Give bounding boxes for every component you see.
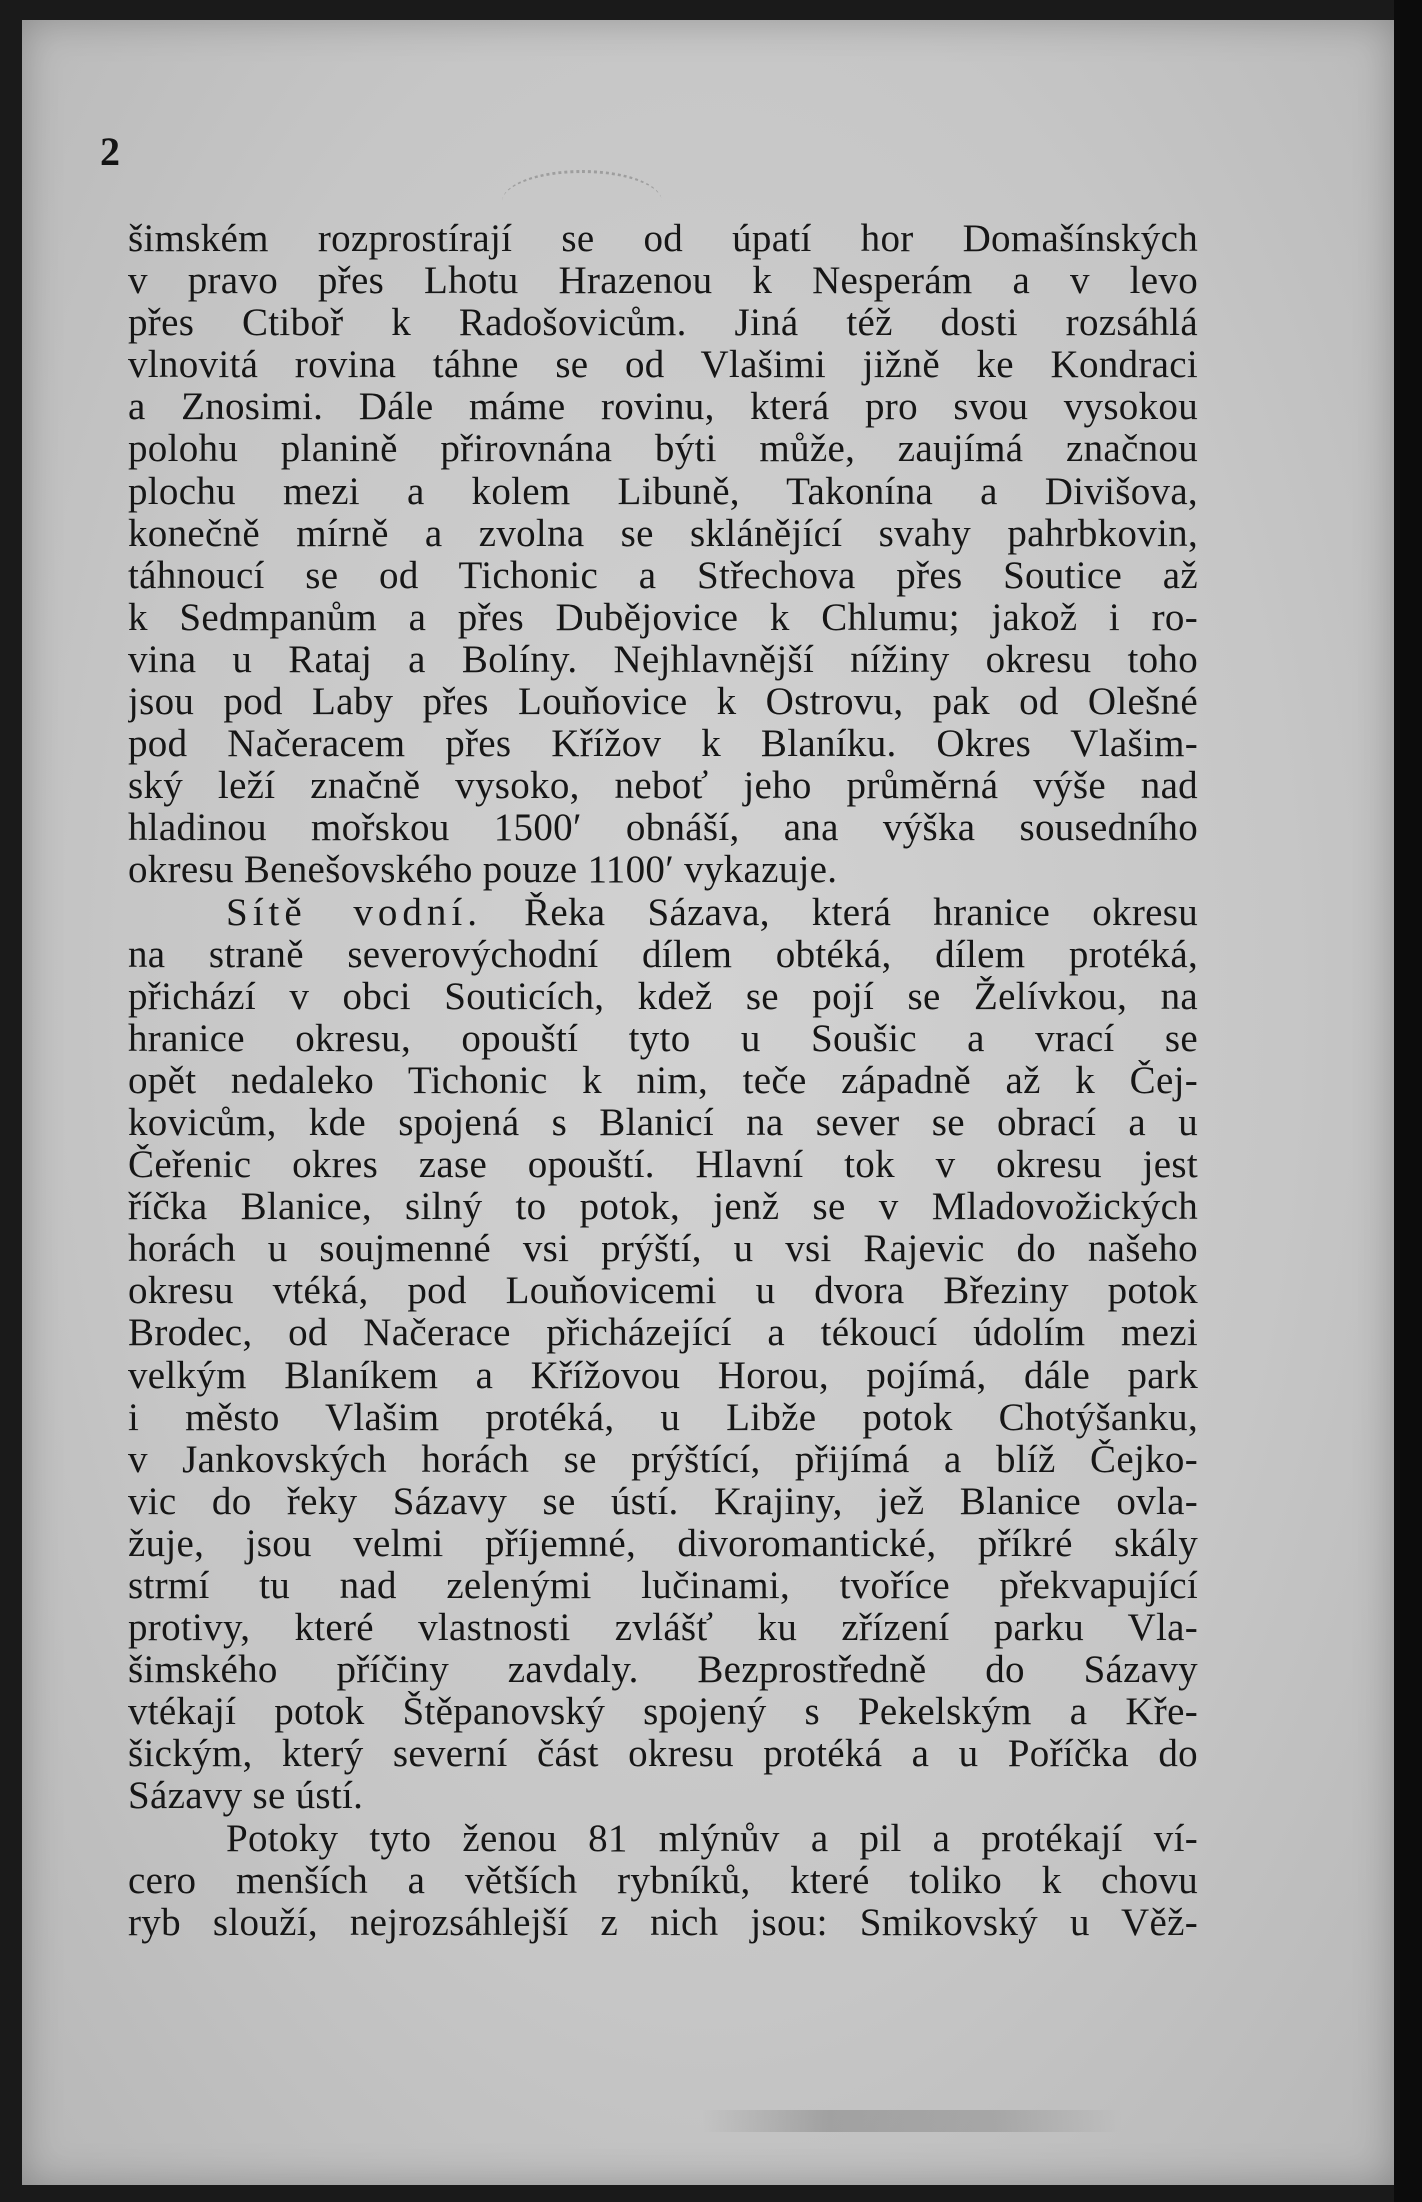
text-line: Brodec, od Načerace přicházející a tékoucí údolím mezi	[128, 1312, 1198, 1355]
text-line: přes Ctiboř k Radošovicům. Jiná též dosti rozsáhlá	[128, 302, 1198, 345]
text-line: jsou pod Laby přes Louňovice k Ostrovu, pak od Olešné	[128, 681, 1198, 724]
text-line: i město Vlašim protéká, u Libže potok Chotýšanku,	[128, 1396, 1198, 1439]
text-line: horách u soujmenné vsi prýští, u vsi Rajevic do našeho	[128, 1228, 1198, 1271]
text-line: Potoky tyto ženou 81 mlýnův a pil a protékají ví-	[226, 1817, 1198, 1860]
text-line: cero menších a větších rybníků, které toliko k chovu	[128, 1859, 1198, 1902]
page-number: 2	[100, 129, 120, 174]
text-line: pod Načeracem přes Křížov k Blaníku. Okres Vlašim-	[128, 723, 1198, 766]
text-line: říčka Blanice, silný to potok, jenž se v Mladovožických	[128, 1186, 1198, 1229]
text-line: vlnovitá rovina táhne se od Vlašimi jižně ke Kondraci	[128, 344, 1198, 387]
text-line: ský leží značně vysoko, neboť jeho průměrná výše nad	[128, 765, 1198, 808]
text-line: okresu vtéká, pod Louňovicemi u dvora Březiny potok	[128, 1270, 1198, 1313]
text-line: okresu Benešovského pouze 1100′ vykazuje.	[128, 849, 838, 892]
section-heading: Sítě vodní.	[226, 891, 483, 934]
text-line: v Jankovských horách se prýštící, přijímá a blíž Čejko-	[128, 1438, 1198, 1481]
text-line: žuje, jsou velmi příjemné, divoromantické, příkré skály	[128, 1522, 1198, 1565]
text-line: hranice okresu, opouští tyto u Soušic a vrací se	[128, 1017, 1198, 1060]
text-line: k Sedmpanům a přes Dubějovice k Chlumu; jakož i ro-	[128, 596, 1198, 639]
text-line: konečně mírně a zvolna se sklánějící svahy pahrbkovin,	[128, 512, 1198, 555]
text-line: šimském rozprostírají se od úpatí hor Domašínských	[128, 218, 1198, 260]
body-text	[128, 218, 1198, 1944]
text-line: vina u Rataj a Bolíny. Nejhlavnější nížiny okresu toho	[128, 638, 1198, 681]
text-line: přichází v obci Souticích, kdež se pojí se Želívkou, na	[128, 975, 1198, 1018]
text-line: táhnoucí se od Tichonic a Střechova přes Soutice až	[128, 554, 1198, 597]
text-line: plochu mezi a kolem Libuně, Takonína a Divišova,	[128, 470, 1198, 513]
text-line: strmí tu nad zelenými lučinami, tvoříce překvapující	[128, 1565, 1198, 1607]
text-line: Čeřenic okres zase opouští. Hlavní tok v okresu jest	[128, 1144, 1198, 1187]
text-line: vtékají potok Štěpanovský spojený s Pekelským a Kře-	[128, 1691, 1198, 1734]
text-line: kovicům, kde spojená s Blanicí na sever se obrací a u	[128, 1101, 1198, 1144]
text-line: ryb slouží, nejrozsáhlejší z nich jsou: Smikovský u Věž-	[128, 1901, 1198, 1944]
text-line	[128, 892, 1198, 934]
text-line: polohu planině přirovnána býti může, zaujímá značnou	[128, 428, 1198, 471]
text-line-content: Řeka Sázava, která hranice okresu	[482, 891, 1198, 934]
text-line: šimského příčiny zavdaly. Bezprostředně do Sázavy	[128, 1649, 1198, 1692]
text-line: protivy, které vlastnosti zvlášť ku zřízení parku Vla-	[128, 1607, 1198, 1650]
text-line: a Znosimi. Dále máme rovinu, která pro svou vysokou	[128, 386, 1198, 429]
text-line: hladinou mořskou 1500′ obnáší, ana výška sousedního	[128, 807, 1198, 850]
text-line: opět nedaleko Tichonic k nim, teče západně až k Čej-	[128, 1059, 1198, 1102]
text-line: v pravo přes Lhotu Hrazenou k Nesperám a v levo	[128, 260, 1198, 303]
text-line: Sázavy se ústí.	[128, 1775, 364, 1818]
text-line: na straně severovýchodní dílem obtéká, dílem protéká,	[128, 933, 1198, 976]
text-line: vic do řeky Sázavy se ústí. Krajiny, jež Blanice ovla-	[128, 1480, 1198, 1523]
text-line: šickým, který severní část okresu protéká a u Poříčka do	[128, 1733, 1198, 1776]
scan-edge	[1394, 0, 1422, 2202]
text-line: velkým Blaníkem a Křížovou Horou, pojímá, dále park	[128, 1354, 1198, 1397]
bleed-through-smudge	[702, 2110, 1122, 2132]
